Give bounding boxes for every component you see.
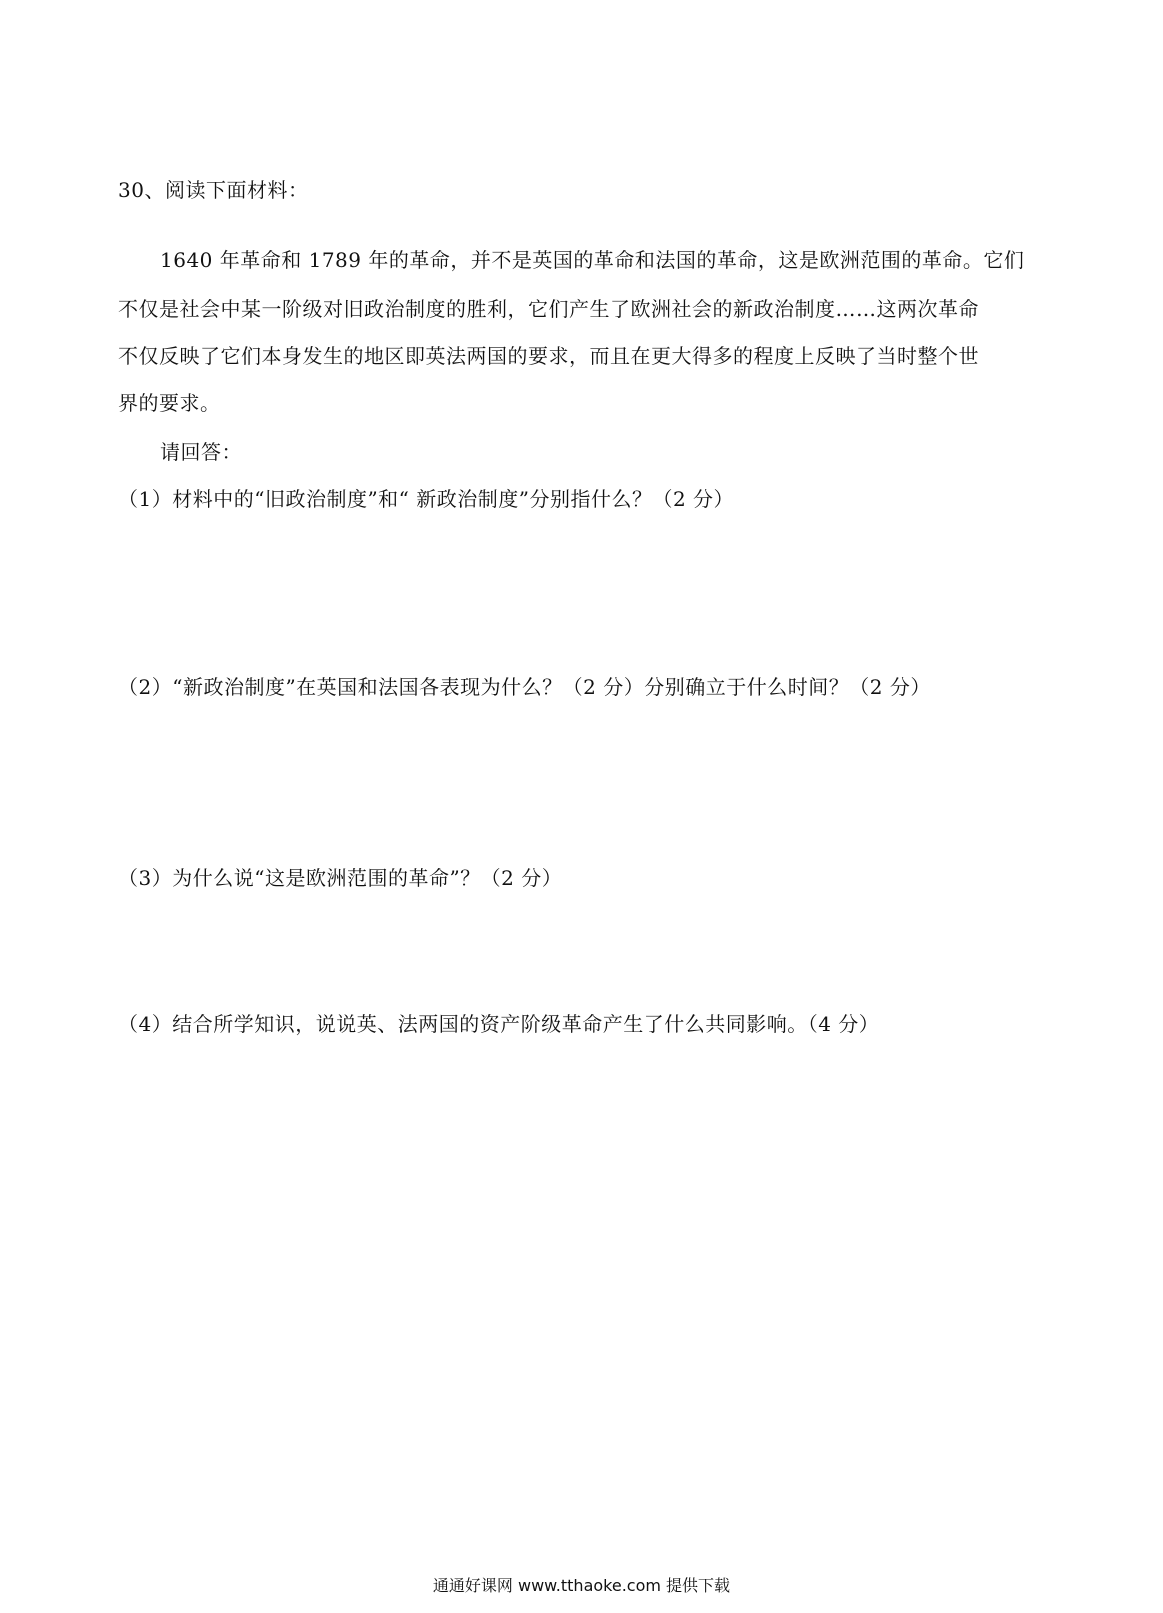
answer-space-2 — [118, 708, 1038, 856]
passage-line-4: 界的要求。 — [118, 391, 221, 415]
answer-prompt: 请回答： — [160, 440, 242, 464]
passage-line-2: 不仅是社会中某一阶级对旧政治制度的胜利，它们产生了欧洲社会的新政治制度……这两次革命 — [118, 297, 979, 321]
page-footer: 通通好课网 www.tthaoke.com 提供下载 — [432, 1576, 731, 1595]
sub-question-1: （1）材料中的“旧政治制度”和“ 新政治制度”分别指什么？（2 分） — [118, 487, 735, 511]
sub-question-4: （4）结合所学知识，说说英、法两国的资产阶级革命产生了什么共同影响。（4 分） — [118, 1012, 880, 1036]
passage-line-3: 不仅反映了它们本身发生的地区即英法两国的要求，而且在更大得多的程度上反映了当时整个世 — [118, 344, 979, 368]
answer-space-4 — [118, 1045, 1038, 1565]
sub-question-2: （2）“新政治制度”在英国和法国各表现为什么？（2 分）分别确立于什么时间？（2 分） — [118, 675, 931, 699]
question-heading: 30、阅读下面材料： — [118, 178, 309, 202]
answer-space-3 — [118, 899, 1038, 1003]
sub-question-3: （3）为什么说“这是欧洲范围的革命”？（2 分） — [118, 866, 563, 890]
answer-space-1 — [118, 520, 1038, 665]
passage-line-1: 1640 年革命和 1789 年的革命，并不是英国的革命和法国的革命，这是欧洲范围的革命。它们 — [160, 248, 1025, 272]
